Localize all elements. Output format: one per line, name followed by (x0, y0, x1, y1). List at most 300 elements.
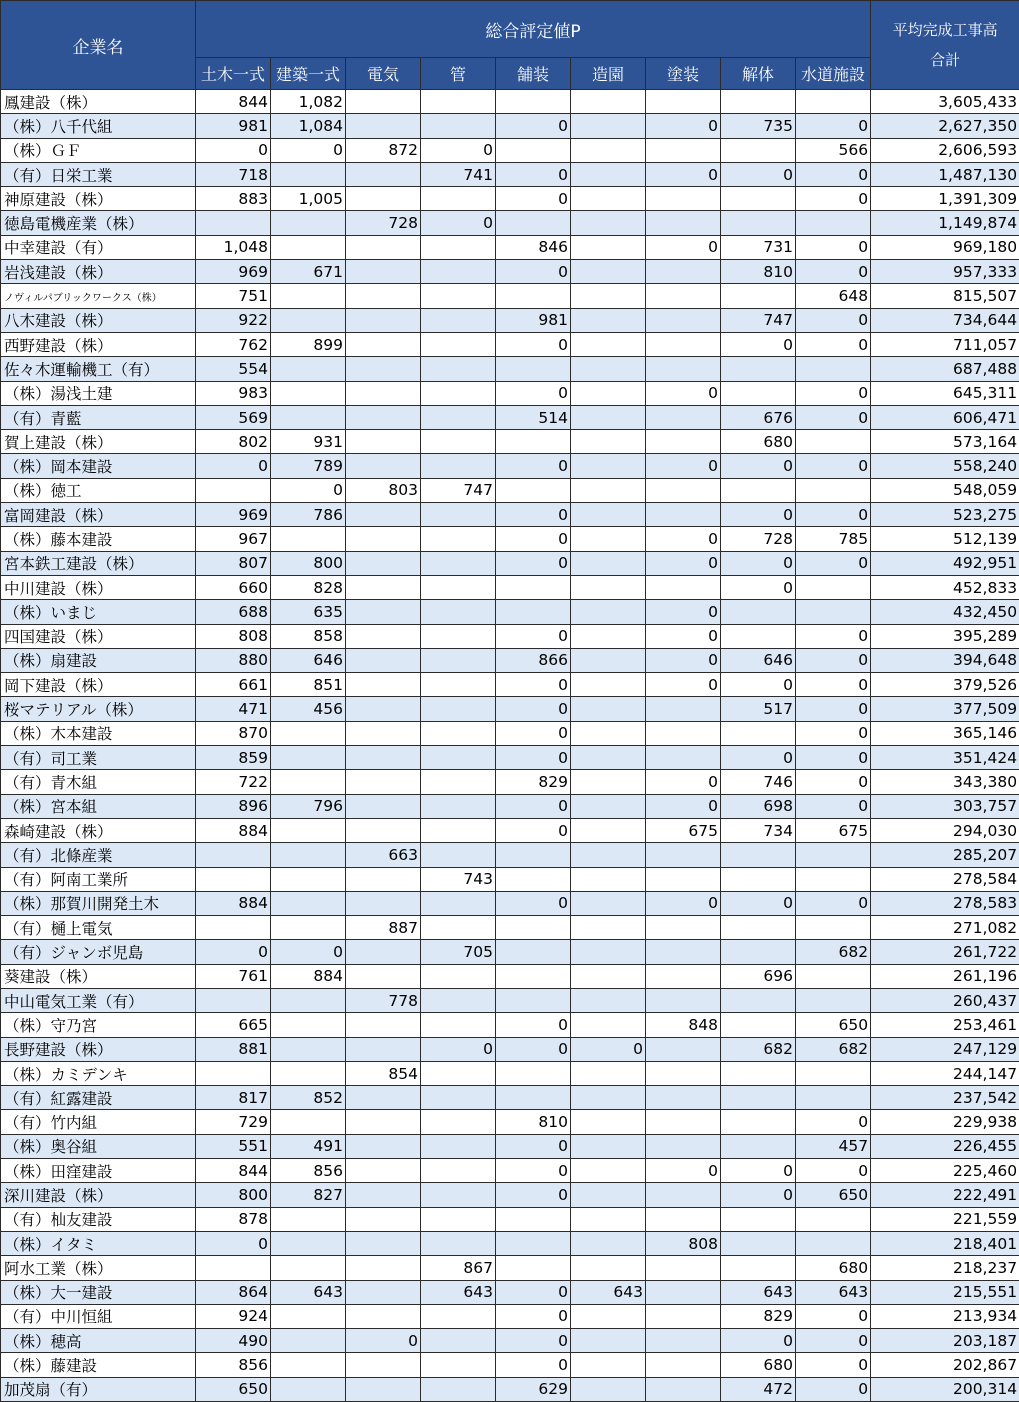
table-row (1, 1353, 1019, 1377)
score-cell: 0 (796, 187, 871, 211)
score-cell: 0 (796, 648, 871, 672)
score-cell (571, 770, 646, 794)
score-cell: 844 (196, 1159, 271, 1183)
score-cell (721, 187, 796, 211)
header-total-line2: 合計 (930, 51, 961, 69)
table-row (1, 1231, 1019, 1255)
total-cell: 244,147 (871, 1061, 1019, 1085)
table-row (1, 1086, 1019, 1110)
header-category: 管 (421, 58, 496, 90)
table-row (1, 1013, 1019, 1037)
score-cell: 696 (721, 964, 796, 988)
score-cell (346, 90, 421, 114)
score-cell (646, 90, 721, 114)
score-cell (571, 357, 646, 381)
score-cell (346, 187, 421, 211)
score-cell (646, 964, 721, 988)
score-cell: 880 (196, 648, 271, 672)
score-cell (421, 600, 496, 624)
score-cell (571, 138, 646, 162)
company-name-cell: 長野建設（株） (1, 1037, 196, 1061)
score-cell: 852 (271, 1086, 346, 1110)
score-cell (571, 1013, 646, 1037)
score-cell: 887 (346, 916, 421, 940)
company-name-cell: 四国建設（株） (1, 624, 196, 648)
company-name-cell: ノヴィルパブリックワークス（株） (1, 284, 196, 308)
score-cell (271, 916, 346, 940)
score-cell (721, 1134, 796, 1158)
table-row (1, 478, 1019, 502)
score-cell: 722 (196, 770, 271, 794)
score-cell: 747 (721, 308, 796, 332)
table-row (1, 673, 1019, 697)
score-cell: 0 (646, 527, 721, 551)
score-cell: 881 (196, 1037, 271, 1061)
table-row (1, 527, 1019, 551)
company-name-cell: （株）奥谷組 (1, 1134, 196, 1158)
score-cell: 643 (271, 1280, 346, 1304)
score-cell (346, 575, 421, 599)
score-cell (421, 187, 496, 211)
score-cell (421, 357, 496, 381)
company-name-cell: （有）杣友建設 (1, 1207, 196, 1231)
score-cell: 827 (271, 1183, 346, 1207)
score-cell: 643 (421, 1280, 496, 1304)
score-cell (421, 648, 496, 672)
total-cell: 2,627,350 (871, 114, 1019, 138)
score-cell: 848 (646, 1013, 721, 1037)
score-cell: 859 (196, 746, 271, 770)
total-cell: 229,938 (871, 1110, 1019, 1134)
score-cell (346, 1110, 421, 1134)
score-cell (571, 405, 646, 429)
header-category: 塗装 (646, 58, 721, 90)
score-cell (346, 624, 421, 648)
score-cell (721, 843, 796, 867)
score-cell (496, 867, 571, 891)
score-cell (646, 721, 721, 745)
table-header (1, 1, 1019, 90)
score-cell (346, 673, 421, 697)
score-cell: 1,084 (271, 114, 346, 138)
score-cell: 0 (721, 1159, 796, 1183)
score-cell: 569 (196, 405, 271, 429)
table-row (1, 818, 1019, 842)
score-cell (271, 721, 346, 745)
score-cell (421, 916, 496, 940)
total-cell: 226,455 (871, 1134, 1019, 1158)
total-cell: 253,461 (871, 1013, 1019, 1037)
table-row (1, 770, 1019, 794)
score-cell: 922 (196, 308, 271, 332)
score-cell (271, 527, 346, 551)
score-cell: 0 (721, 551, 796, 575)
total-cell: 957,333 (871, 260, 1019, 284)
total-cell: 218,237 (871, 1256, 1019, 1280)
score-cell (721, 138, 796, 162)
score-cell: 0 (196, 454, 271, 478)
company-name-cell: 西野建設（株） (1, 332, 196, 356)
total-cell: 215,551 (871, 1280, 1019, 1304)
score-cell: 629 (496, 1377, 571, 1401)
score-cell (346, 503, 421, 527)
score-cell (646, 1280, 721, 1304)
score-cell (646, 988, 721, 1012)
score-cell (721, 988, 796, 1012)
score-cell: 682 (721, 1037, 796, 1061)
score-cell (721, 1207, 796, 1231)
total-cell: 2,606,593 (871, 138, 1019, 162)
total-cell: 548,059 (871, 478, 1019, 502)
score-cell: 0 (496, 1037, 571, 1061)
total-cell: 645,311 (871, 381, 1019, 405)
score-cell (421, 1377, 496, 1401)
table-row (1, 1037, 1019, 1061)
score-cell (571, 211, 646, 235)
score-cell (496, 843, 571, 867)
company-name-cell: （有）樋上電気 (1, 916, 196, 940)
score-cell: 0 (721, 891, 796, 915)
score-cell: 981 (496, 308, 571, 332)
total-cell: 573,164 (871, 430, 1019, 454)
score-cell: 0 (796, 1353, 871, 1377)
total-cell: 395,289 (871, 624, 1019, 648)
score-cell (646, 1256, 721, 1280)
score-cell (346, 527, 421, 551)
score-cell: 0 (721, 454, 796, 478)
score-cell (646, 430, 721, 454)
total-cell: 523,275 (871, 503, 1019, 527)
score-cell (496, 1207, 571, 1231)
score-cell (496, 430, 571, 454)
score-cell (421, 332, 496, 356)
score-cell: 675 (646, 818, 721, 842)
score-cell: 0 (796, 673, 871, 697)
score-cell (571, 624, 646, 648)
score-cell: 718 (196, 162, 271, 186)
score-cell (796, 843, 871, 867)
score-cell (496, 211, 571, 235)
score-cell: 0 (496, 187, 571, 211)
company-name-cell: 森崎建設（株） (1, 818, 196, 842)
score-cell (646, 357, 721, 381)
score-cell (496, 988, 571, 1012)
score-cell (271, 308, 346, 332)
score-cell (271, 1256, 346, 1280)
score-cell: 0 (796, 162, 871, 186)
score-cell (721, 916, 796, 940)
company-name-cell: 徳島電機産業（株） (1, 211, 196, 235)
total-cell: 492,951 (871, 551, 1019, 575)
total-cell: 221,559 (871, 1207, 1019, 1231)
score-cell (346, 1183, 421, 1207)
score-cell: 967 (196, 527, 271, 551)
score-cell: 0 (721, 746, 796, 770)
table-row (1, 964, 1019, 988)
score-cell (346, 381, 421, 405)
score-cell (571, 940, 646, 964)
score-cell (271, 381, 346, 405)
score-cell: 0 (496, 381, 571, 405)
score-cell (796, 964, 871, 988)
score-cell: 648 (796, 284, 871, 308)
company-name-cell: （株）藤建設 (1, 1353, 196, 1377)
score-cell: 0 (271, 940, 346, 964)
total-cell: 294,030 (871, 818, 1019, 842)
score-cell: 866 (496, 648, 571, 672)
score-cell: 0 (421, 138, 496, 162)
score-cell (346, 114, 421, 138)
score-cell (571, 1231, 646, 1255)
score-cell (796, 1086, 871, 1110)
score-cell (571, 1134, 646, 1158)
score-cell: 0 (796, 454, 871, 478)
company-name-cell: （株）カミデンキ (1, 1061, 196, 1085)
score-cell (646, 916, 721, 940)
score-cell (196, 478, 271, 502)
company-name-cell: 宮本鉄工建設（株） (1, 551, 196, 575)
score-cell (271, 357, 346, 381)
company-name-cell: （株）穂高 (1, 1329, 196, 1353)
score-cell (196, 867, 271, 891)
score-cell (721, 90, 796, 114)
score-cell (421, 964, 496, 988)
score-cell (271, 1231, 346, 1255)
score-cell: 0 (496, 721, 571, 745)
score-cell: 884 (271, 964, 346, 988)
score-cell (571, 1061, 646, 1085)
score-cell (421, 1086, 496, 1110)
header-category: 建築一式 (271, 58, 346, 90)
score-cell: 810 (496, 1110, 571, 1134)
score-cell (646, 138, 721, 162)
table-row (1, 794, 1019, 818)
company-name-cell: （株）藤本建設 (1, 527, 196, 551)
score-cell: 0 (346, 1329, 421, 1353)
company-name-cell: （株）宮本組 (1, 794, 196, 818)
score-cell (796, 1207, 871, 1231)
score-cell (346, 818, 421, 842)
header-category: 土木一式 (196, 58, 271, 90)
score-cell (421, 891, 496, 915)
score-cell (346, 405, 421, 429)
company-name-cell: （有）北條産業 (1, 843, 196, 867)
score-cell (646, 478, 721, 502)
score-cell: 705 (421, 940, 496, 964)
company-name-cell: （株）那賀川開発土木 (1, 891, 196, 915)
score-cell (721, 1061, 796, 1085)
score-cell (796, 90, 871, 114)
total-cell: 247,129 (871, 1037, 1019, 1061)
score-cell: 0 (796, 332, 871, 356)
score-cell (271, 1207, 346, 1231)
total-cell: 3,605,433 (871, 90, 1019, 114)
company-name-cell: （株）田窪建設 (1, 1159, 196, 1183)
score-cell: 785 (796, 527, 871, 551)
score-cell (571, 90, 646, 114)
score-cell: 761 (196, 964, 271, 988)
score-cell (571, 964, 646, 988)
table-row (1, 503, 1019, 527)
company-name-cell: 阿水工業（株） (1, 1256, 196, 1280)
score-cell: 800 (196, 1183, 271, 1207)
table-row (1, 1377, 1019, 1401)
score-cell (571, 746, 646, 770)
score-cell: 969 (196, 503, 271, 527)
score-cell: 0 (796, 1329, 871, 1353)
score-cell (271, 843, 346, 867)
score-cell: 735 (721, 114, 796, 138)
score-cell (646, 260, 721, 284)
company-name-cell: （株）扇建設 (1, 648, 196, 672)
company-name-cell: （有）竹内組 (1, 1110, 196, 1134)
score-cell: 0 (496, 454, 571, 478)
score-cell: 650 (196, 1377, 271, 1401)
total-cell: 377,509 (871, 697, 1019, 721)
score-cell: 0 (496, 1013, 571, 1037)
score-cell (796, 988, 871, 1012)
score-cell: 0 (646, 114, 721, 138)
score-cell (721, 600, 796, 624)
score-cell: 0 (196, 138, 271, 162)
score-cell (721, 1013, 796, 1037)
score-cell: 867 (421, 1256, 496, 1280)
score-cell (646, 697, 721, 721)
score-cell (721, 381, 796, 405)
score-cell: 803 (346, 478, 421, 502)
score-cell (346, 308, 421, 332)
header-category: 舗装 (496, 58, 571, 90)
score-cell: 682 (796, 940, 871, 964)
total-cell: 432,450 (871, 600, 1019, 624)
score-cell (421, 260, 496, 284)
score-cell: 0 (796, 503, 871, 527)
score-cell (571, 527, 646, 551)
score-cell (571, 794, 646, 818)
score-cell: 660 (196, 575, 271, 599)
score-cell: 456 (271, 697, 346, 721)
header-total-line1: 平均完成工事高 (892, 21, 998, 39)
score-cell (346, 940, 421, 964)
total-cell: 394,648 (871, 648, 1019, 672)
score-cell (721, 357, 796, 381)
score-cell (496, 90, 571, 114)
header-category: 造園 (571, 58, 646, 90)
score-cell (496, 1086, 571, 1110)
score-cell: 0 (721, 162, 796, 186)
score-cell (346, 1353, 421, 1377)
score-cell (346, 648, 421, 672)
total-cell: 271,082 (871, 916, 1019, 940)
total-cell: 200,314 (871, 1377, 1019, 1401)
score-cell: 0 (796, 1159, 871, 1183)
score-cell (496, 964, 571, 988)
table-row (1, 551, 1019, 575)
score-cell: 931 (271, 430, 346, 454)
company-name-cell: 中幸建設（有） (1, 235, 196, 259)
company-name-cell: 富岡建設（株） (1, 503, 196, 527)
total-cell: 711,057 (871, 332, 1019, 356)
score-cell (271, 405, 346, 429)
score-cell (271, 891, 346, 915)
score-cell (346, 794, 421, 818)
score-cell (646, 1086, 721, 1110)
score-cell (571, 162, 646, 186)
score-cell: 680 (796, 1256, 871, 1280)
score-cell (721, 721, 796, 745)
score-cell: 0 (721, 1183, 796, 1207)
score-cell: 0 (196, 1231, 271, 1255)
score-cell: 0 (496, 794, 571, 818)
score-cell (196, 988, 271, 1012)
total-cell: 278,584 (871, 867, 1019, 891)
score-cell: 856 (196, 1353, 271, 1377)
table-row (1, 1183, 1019, 1207)
score-cell: 858 (271, 624, 346, 648)
score-cell (796, 1061, 871, 1085)
score-cell (571, 916, 646, 940)
score-cell (571, 988, 646, 1012)
score-cell (346, 600, 421, 624)
total-cell: 687,488 (871, 357, 1019, 381)
score-cell: 0 (796, 794, 871, 818)
total-cell: 303,757 (871, 794, 1019, 818)
score-cell (721, 1110, 796, 1134)
score-cell: 698 (721, 794, 796, 818)
score-cell (346, 1159, 421, 1183)
score-cell (571, 1110, 646, 1134)
score-cell (346, 1377, 421, 1401)
score-cell (196, 916, 271, 940)
score-cell (346, 1134, 421, 1158)
score-cell: 872 (346, 138, 421, 162)
score-cell: 663 (346, 843, 421, 867)
score-cell (646, 1329, 721, 1353)
score-cell (496, 138, 571, 162)
score-cell: 0 (796, 405, 871, 429)
score-cell (646, 1304, 721, 1328)
table-row (1, 867, 1019, 891)
score-cell: 0 (646, 648, 721, 672)
score-cell (421, 454, 496, 478)
score-cell (721, 284, 796, 308)
score-cell: 0 (271, 478, 346, 502)
score-cell (346, 1207, 421, 1231)
table-row (1, 430, 1019, 454)
table-row (1, 405, 1019, 429)
score-cell (571, 867, 646, 891)
score-cell (346, 235, 421, 259)
score-cell: 786 (271, 503, 346, 527)
table-row (1, 843, 1019, 867)
score-cell: 680 (721, 1353, 796, 1377)
score-cell: 0 (496, 1280, 571, 1304)
company-name-cell: （有）青木組 (1, 770, 196, 794)
score-cell: 0 (796, 235, 871, 259)
score-cell (421, 235, 496, 259)
score-cell: 0 (496, 1304, 571, 1328)
score-cell (571, 454, 646, 478)
score-cell (571, 187, 646, 211)
company-name-cell: （株）守乃宮 (1, 1013, 196, 1037)
score-cell (271, 988, 346, 1012)
score-cell: 747 (421, 478, 496, 502)
score-cell (271, 746, 346, 770)
score-cell: 0 (496, 527, 571, 551)
score-cell: 807 (196, 551, 271, 575)
score-cell: 650 (796, 1183, 871, 1207)
score-cell: 829 (496, 770, 571, 794)
